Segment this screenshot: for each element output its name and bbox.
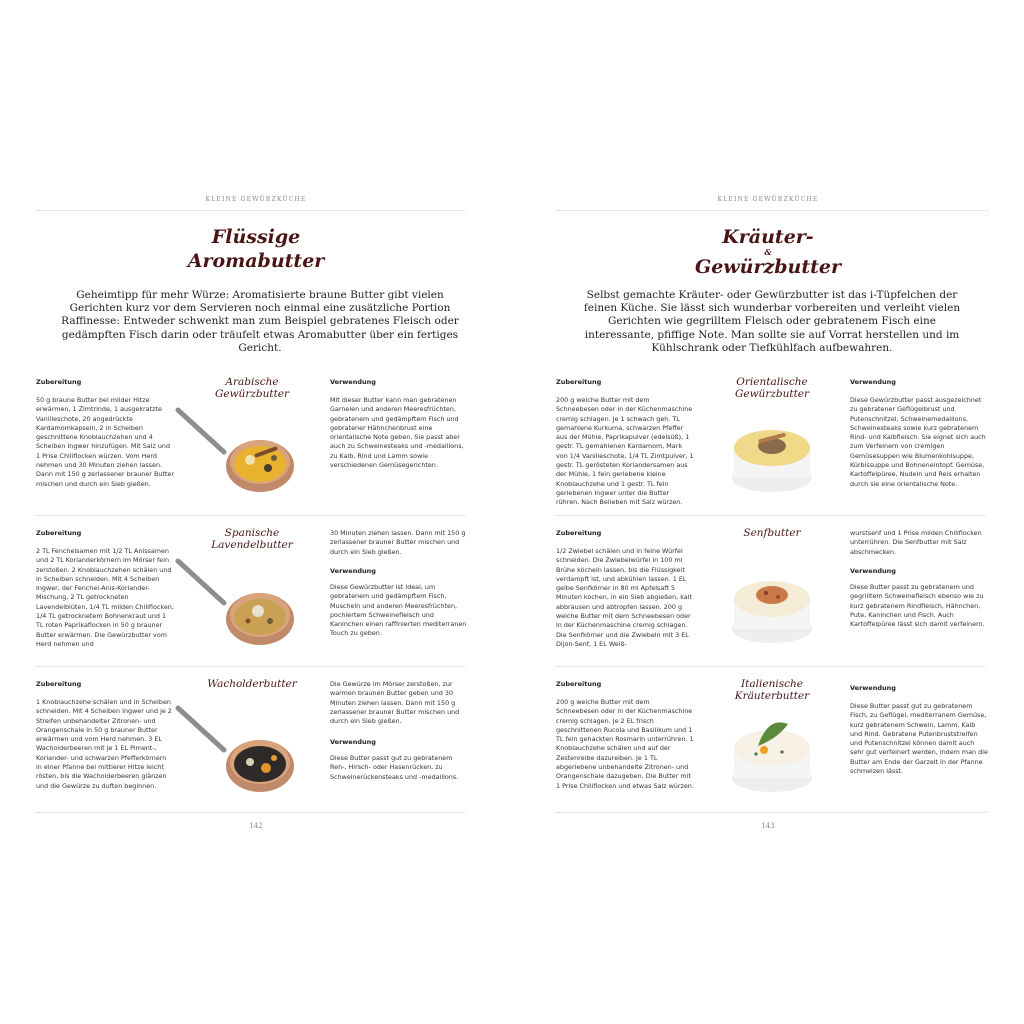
use-label: Verwendung — [850, 378, 896, 386]
prep-label: Zubereitung — [36, 378, 82, 386]
butter-ramekin-image — [728, 557, 816, 649]
prep-text: 200 g weiche Butter mit dem Schneebesen oder in der Küchenmaschine cremig schlagen. Je 1 schwach geh. TL gemahlene Kurkuma, schwarzen Pfeffer aus der Mühle, Paprikapulver (edelsüß), 1 gestr. TL gemahlenen Kardamom, Mark von 1/4 Vanilleschote, 1/4 TL Zimtpulver, 1 gestr. TL gerösteten Koriandersamen aus der Mühle, 1 fein geriebene kleine Knoblauchzehe und 1 gestr. TL fein geriebenen Ingwer unter die Butter rühren. Nach Belieben mit Salz würzen. — [556, 396, 694, 507]
prep-label: Zubereitung — [556, 378, 602, 386]
use-label: Verwendung — [850, 684, 896, 692]
running-head: KLEINE GEWÜRZKÜCHE — [717, 196, 819, 203]
recipe-name-line-2: Kräuterbutter — [734, 690, 810, 702]
recipe-name — [712, 527, 832, 539]
prep-label: Zubereitung — [36, 529, 82, 537]
butter-ramekin-image — [728, 706, 816, 798]
header-rule — [556, 210, 988, 211]
prep-label: Zubereitung — [556, 680, 602, 688]
recipe-name — [712, 678, 832, 702]
prep-text: 200 g weiche Butter mit dem Schneebesen oder in der Küchenmaschine cremig schlagen. Je 2 EL frisch geschnittenen Rucola und Basilikum und 1 TL fein gehackten Rosmarin unterrühren. 1 Knoblauchzehe schälen und auf der Zestenreibe dazureiben. Je 1 TL abgeriebene unbehandelte Zitronen- und Orangenschale dazugeben. Die Butter mit 1 Prise Chiliflocken und etwas Salz würzen. — [556, 698, 694, 790]
butter-ramekin-image — [728, 408, 816, 500]
intro-text: Selbst gemachte Kräuter- oder Gewürzbutter ist das i-Tüpfelchen der feinen Küche. Sie lässt sich wunderbar vorbereiten und verleiht vielen Gerichten wie gegrilltem Fleisch oder gebratenem Fisch eine interessante, pfiffige Note. Man sollte sie auf Vorrat herstellen und im Kühlschrank oder Tiefkühlfach aufbewahren. — [583, 289, 961, 354]
use-text: Diese Butter passt gut zu gebratenem Fisch, zu Geflügel, mediterranem Gemüse, kurz gebratenem Schwein, Lamm, Kalb und Rind. Gebratene Putenbruststreifen und Putenschnitzel können damit auch sehr gut verfeinert werden, indem man die Butter am Ende der Garzeit in der Pfanne schmelzen lässt. — [850, 702, 988, 776]
recipe-name-line-1: Italienische — [741, 678, 803, 690]
recipe-name-line-2: Gewürzbutter — [214, 388, 290, 400]
page-number: 142 — [249, 822, 263, 830]
use-text: Diese Butter passt zu gebratenem und gegrilltem Schweinefleisch ebenso wie zu kurz gebratenem Rindfleisch, Hähnchen, Pute, Kaninchen und Fisch. Auch Kartoffelpüree lässt sich damit verfeinern. — [850, 583, 985, 629]
butter-pan-image — [174, 404, 298, 496]
title-line-2: Gewürzbutter — [694, 256, 842, 278]
prep-text-continued: 30 Minuten ziehen lassen. Dann mit 150 g zerlassener brauner Butter mischen und durch ein Sieb gießen. — [330, 529, 466, 556]
recipe-name-line-1: Arabische — [225, 376, 279, 388]
recipe-name-line-1: Orientalische — [736, 376, 808, 388]
use-text: Diese Gewürzbutter passt ausgezeichnet zu gebratener Geflügelbrust und Putenschnitzel, Schweinemedaillons, Schweinesteaks sowie kurz gebratenem Rind- und Kalbfleisch. Sie eignet sich auch zum Verfeinern von cremigen Gemüsesuppen wie Blumenkohlsuppe, Kürbissuppe und Bohneneintopf. Gemüse, Kartoffelpüree, Nudeln und Reis erhalten durch sie eine orientalische Note. — [850, 396, 986, 488]
section-divider — [556, 515, 986, 516]
section-divider — [36, 515, 466, 516]
section-divider — [36, 666, 466, 667]
prep-text: 1 Knoblauchzehe schälen und in Scheiben schneiden. Mit 4 Scheiben Ingwer und je 2 Streifen unbehandelter Zitronen- und Orangenschale in 50 g brauner Butter erwärmen und vom Herd nehmen. 3 EL Wacholderbeeren mit je 1 EL Piment-, Koriander- und schwarzen Pfefferkörnern in einer Pfanne bei mittlerer Hitze leicht rösten, bis die Wacholderbeeren glänzen und die Gewürze zu duften beginnen. — [36, 698, 172, 790]
recipe-name — [712, 376, 832, 400]
page-title — [0, 225, 512, 273]
footer-rule — [36, 812, 466, 813]
prep-text-continued: wurstsenf und 1 Prise milden Chiliflocken unterrühren. Die Senfbutter mit Salz abschmecken. — [850, 529, 982, 556]
recipe-name — [192, 527, 312, 551]
recipe-name-line-2: Lavendelbutter — [211, 539, 293, 551]
use-label: Verwendung — [850, 567, 896, 575]
prep-text: 2 TL Fenchelsamen mit 1/2 TL Anissamen und 2 TL Korianderkörnern im Mörser fein zerstoßen. 2 Knoblauchzehen schälen und in Scheiben schneiden. Mit 4 Scheiben Ingwer, der Fenchel-Anis-Koriander-Mischung, 2 TL getrockneten Lavendelblüten, 1/4 TL milden Chiliflocken, 1/4 TL getrocknetem Bohnenkraut und 1 TL roten Paprikaflocken in 50 g brauner Butter erwärmen. Die Gewürzbutter vom Herd nehmen und — [36, 547, 174, 648]
prep-label: Zubereitung — [36, 680, 82, 688]
page-title — [512, 225, 1024, 279]
recipe-name-line-1: Spanische — [224, 527, 280, 539]
page-number: 143 — [761, 822, 775, 830]
recipe-arabische-gewuerzbutter — [0, 376, 512, 516]
recipe-name — [192, 678, 312, 690]
intro-text: Geheimtipp für mehr Würze: Aromatisierte braune Butter gibt vielen Gerichten kurz vor dem Servieren noch einmal eine zusätzliche Portion Raffinesse: Entweder schwenkt man zum Beispiel gebratenes Fleisch oder gedämpften Fisch darin oder träufelt etwas Aromabutter über ein fertiges Gericht. — [61, 289, 459, 354]
footer-rule — [556, 812, 988, 813]
prep-text-continued: Die Gewürze im Mörser zerstoßen, zur warmen braunen Butter geben und 30 Minuten ziehen lassen. Dann mit 150 g zerlassener brauner Butter mischen und durch ein Sieb gießen. — [330, 680, 460, 726]
recipe-spanische-lavendelbutter — [0, 527, 512, 667]
recipe-orientalische-gewuerzbutter — [512, 376, 1024, 516]
title-ampersand: & — [764, 247, 772, 257]
recipe-name — [192, 376, 312, 400]
use-label: Verwendung — [330, 378, 376, 386]
title-line-2: Aromabutter — [187, 250, 325, 272]
recipe-name-line-2: Gewürzbutter — [734, 388, 810, 400]
running-head: KLEINE GEWÜRZKÜCHE — [205, 196, 307, 203]
use-text: Diese Gewürzbutter ist ideal, um gebratenem und gedämpftem Fisch, Muscheln und anderen Meeresfrüchten, pochiertem Schweinefleisch und Kaninchen einen raffinierten mediterranen Touch zu geben. — [330, 583, 467, 638]
butter-pan-image — [174, 704, 298, 796]
section-divider — [556, 666, 986, 667]
recipe-wacholderbutter — [0, 678, 512, 818]
title-line-1: Kräuter- — [722, 226, 814, 248]
header-rule — [36, 210, 466, 211]
use-text: Diese Butter passt gut zu gebratenem Reh-, Hirsch- oder Hasenrücken, zu Schweinerückensteaks und -medaillons. — [330, 754, 459, 781]
recipe-name-line-1: Wacholderbutter — [207, 678, 297, 690]
recipe-name-line-1: Senfbutter — [743, 527, 801, 539]
use-label: Verwendung — [330, 738, 376, 746]
right-page — [512, 0, 1024, 1024]
prep-text: 1/2 Zwiebel schälen und in feine Würfel schneiden. Die Zwiebelwürfel in 100 ml Brühe köcheln lassen, bis die Flüssigkeit verdampft ist, und abkühlen lassen. 1 EL gelbe Senfkörner in 80 ml Apfelsaft 5 Minuten kochen, in ein Sieb abgießen, kalt abbrausen und abtropfen lassen. 200 g weiche Butter mit dem Schneebesen oder in der Küchenmaschine cremig schlagen. Die Senfkörner und die Zwiebeln mit 3 EL Dijon-Senf, 1 EL Weiß- — [556, 547, 692, 648]
prep-text: 50 g braune Butter bei milder Hitze erwärmen, 1 Zimtrinde, 1 ausgekratzte Vanilleschote, 20 angedrückte Kardamomkapseln, 2 in Scheiben geschnittene Knoblauchzehen und 4 Scheiben Ingwer hinzufügen. Mit Salz und 1 Prise Chiliflocken würzen. Vom Herd nehmen und 30 Minuten ziehen lassen. Dann mit 150 g zerlassener brauner Butter mischen und durch ein Sieb gießen. — [36, 396, 174, 488]
butter-pan-image — [174, 557, 298, 649]
recipe-italienische-kraeuterbutter — [512, 678, 1024, 818]
title-line-1: Flüssige — [211, 226, 301, 248]
prep-label: Zubereitung — [556, 529, 602, 537]
use-text: Mit dieser Butter kann man gebratenen Garnelen und anderen Meeresfrüchten, gebratenem und gedämpftem Fisch und gebratener Hähnchenbrust eine orientalische Note geben. Sie passt aber auch zu Schweinesteaks und -medaillons, zu Kalb, Rind und Lamm sowie verschiedenen Gemüsegerichten. — [330, 396, 464, 470]
use-label: Verwendung — [330, 567, 376, 575]
recipe-senfbutter — [512, 527, 1024, 667]
